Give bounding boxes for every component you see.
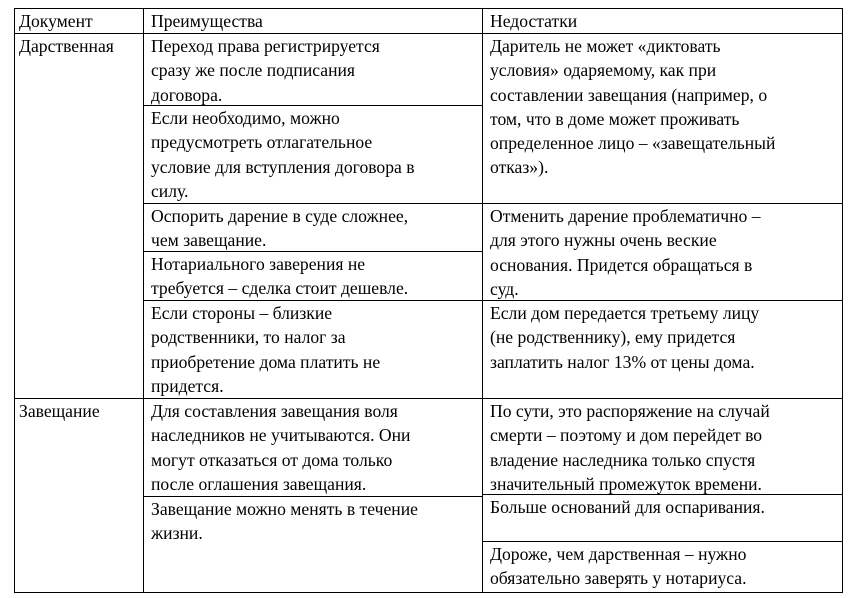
header-disadvantages: Недостатки [490,11,578,31]
header-advantages: Преимущества [151,11,263,31]
table-border-right [842,8,843,593]
advantage-cell: Завещание можно менять в течение жизни. [151,499,418,544]
disadvantage-cell: Даритель не может «диктовать условия» одаряемому, как при составлении завещания (например, о том, что в доме может проживать определенное лицо – «завещательный отказ»). [490,36,776,178]
disadvantage-cell: По сути, это распоряжение на случай смерти – поэтому и дом перейдет во владение наследника только спустя значительный промежуток времени. [490,401,770,494]
disadvantage-cell: Отменить дарение проблематично – для этого нужны очень веские основания. Придется обращаться в суд. [490,206,761,299]
advantage-cell: Нотариального заверения не требуется – сделка стоит дешевле. [151,254,409,299]
column-divider [143,8,144,593]
advantage-cell: Оспорить дарение в суде сложнее, чем завещание. [151,206,409,251]
table-border-bottom [14,592,842,593]
table-border-left [14,8,15,593]
row-document-gift-deed: Дарственная [19,36,114,56]
advantage-cell: Переход права регистрируется сразу же после подписания договора. [151,36,380,105]
disadvantage-cell: Дороже, чем дарственная – нужно обязательно заверять у нотариуса. [490,544,747,589]
row-document-will: Завещание [19,401,100,421]
header-document: Документ [19,11,93,31]
advantage-cell: Для составления завещания воля наследников не учитываются. Они могут отказаться от дома только после оглашения завещания. [151,401,411,494]
column-divider [482,8,483,593]
disadvantage-cell: Если дом передается третьему лицу (не родственнику), ему придется заплатить налог 13% от цены дома. [490,303,760,372]
advantage-cell: Если необходимо, можно предусмотреть отлагательное условие для вступления договора в силу. [151,108,415,201]
advantage-cell: Если стороны – близкие родственники, то налог за приобретение дома платить не придется. [151,303,381,396]
disadvantage-cell: Больше оснований для оспаривания. [490,497,765,517]
